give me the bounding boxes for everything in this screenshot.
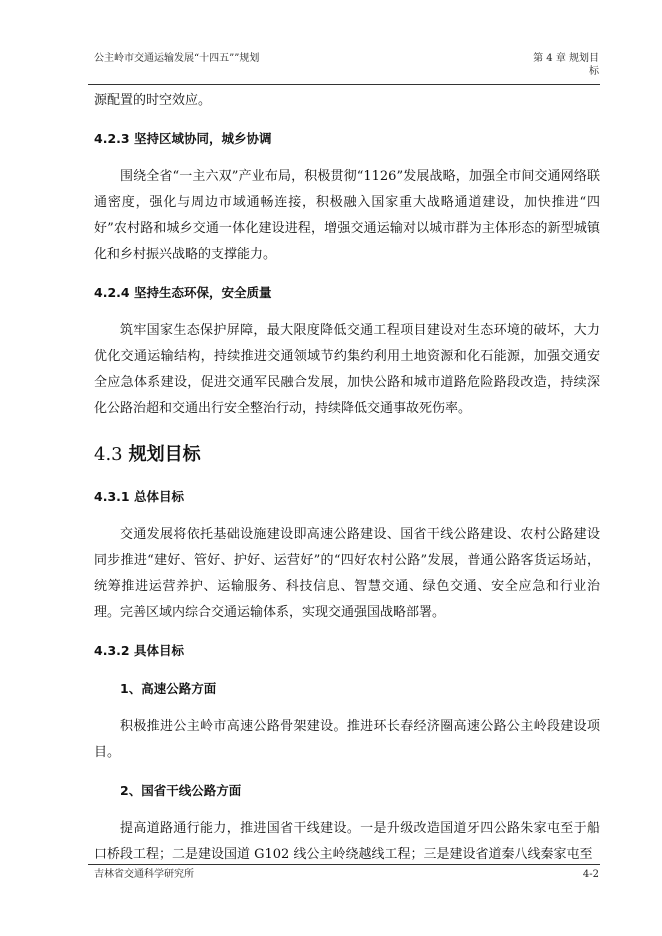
page-body [94, 88, 600, 868]
section-heading-4-3-1: 4.3.1 总体目标 [94, 489, 184, 504]
header-divider [88, 84, 600, 85]
footer-divider [88, 864, 600, 865]
section-heading-4-3-2: 4.3.2 具体目标 [94, 643, 184, 658]
section-heading-4-2-4: 4.2.4 坚持生态环保，安全质量 [94, 285, 272, 300]
subheading-trunk-roads: 2、国省干线公路方面 [120, 783, 242, 798]
paragraph-4-2-3: 围绕全省“一主六双”产业布局，积极贯彻“1126”发展战略，加强全市间交通网络联通密度，强化与周边市域通畅连接，积极融入国家重大战略通道建设，加快推进“四好”农村路和城乡交通一体化建设进程，增强交通运输对以城市群为主体形态的新型城镇化和乡村振兴战略的支撑能力。 [94, 169, 600, 262]
paragraph-4-2-4: 筑牢国家生态保护屏障，最大限度降低交通工程项目建设对生态环境的破坏，大力优化交通运输结构，持续推进交通领域节约集约利用土地资源和化石能源，加强交通安全应急体系建设，促进交通军民融合发展，加快公路和城市道路危险路段改造，持续深化公路治超和交通出行安全整治行动，持续降低交通事故死伤率。 [94, 323, 600, 416]
header-document-title: 公主岭市交通运输发展“十四五””规划 [94, 53, 260, 64]
page-number: 4-2 [582, 869, 599, 880]
paragraph-trunk-roads: 提高道路通行能力，推进国省干线建设。一是升级改造国道牙四公路朱家屯至于船口桥段工程；二是建设国道 G102 线公主岭绕越线工程；三是建设省道秦八线秦家屯至 [94, 821, 600, 862]
paragraph-4-3-1: 交通发展将依托基础设施建设即高速公路建设、国省干线公路建设、农村公路建设同步推进“建好、管好、护好、运营好”的“四好农村公路”发展，普通公路客货运场站，统筹推进运营养护、运输服务、科技信息、智慧交通、绿色交通、安全应急和行业治理。完善区域内综合交通运输体系，实现交通强国战略部署。 [94, 527, 600, 620]
footer-organization: 吉林省交通科学研究所 [94, 869, 194, 880]
page-footer [94, 868, 599, 881]
section-heading-4-2-3: 4.2.3 坚持区域协同，城乡协调 [94, 131, 272, 146]
header-chapter-title: 第 4 章 规划目标 [533, 53, 599, 77]
section-heading-4-3 [94, 440, 600, 470]
subheading-highway: 1、高速公路方面 [120, 681, 217, 696]
paragraph-continued: 源配置的时空效应。 [94, 93, 212, 108]
paragraph-highway: 积极推进公主岭市高速公路骨架建设。推进环长春经济圈高速公路公主岭段建设项目。 [94, 719, 600, 760]
section-title: 规划目标 [128, 444, 201, 465]
section-number: 4.3 [94, 444, 123, 465]
